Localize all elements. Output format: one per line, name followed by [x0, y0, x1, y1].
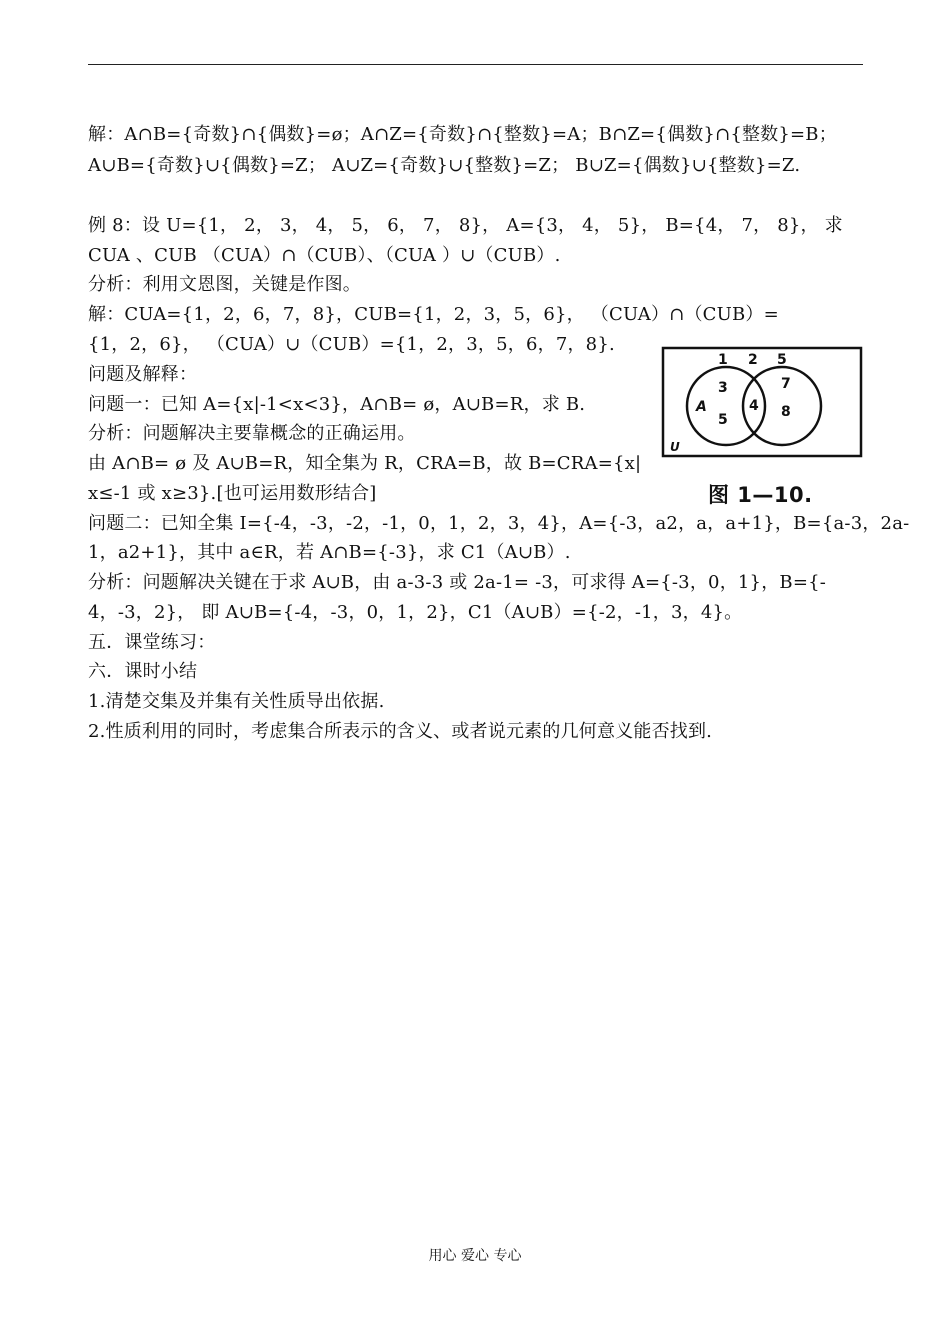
- text-line: 1，a2+1}，其中 a∈R，若 A∩B={-3}，求 C1（A∪B）.: [88, 542, 571, 563]
- intersection-number: 4: [749, 398, 759, 414]
- venn-svg: [660, 345, 866, 475]
- text-line: 问题二：已知全集 I={-4，-3，-2，-1，0，1，2，3，4}，A={-3，a2，a，a+1}，B={a-3，2a-: [88, 513, 910, 534]
- text-line: CUA 、CUB （CUA）∩（CUB）、（CUA ）∪（CUB）.: [88, 245, 561, 266]
- figure-caption: 图 1—10.: [708, 483, 813, 507]
- text-line: 问题及解释：: [88, 364, 198, 385]
- page-footer: 用心 爱心 专心: [428, 1248, 522, 1264]
- set-a-label: A: [696, 399, 707, 415]
- header-rule: [88, 64, 863, 65]
- text-line: 2.性质利用的同时，考虑集合所表示的含义、或者说元素的几何意义能否找到.: [88, 721, 713, 742]
- text-line: 分析：问题解决主要靠概念的正确运用。: [88, 423, 416, 444]
- text-line: 例 8：设 U={1， 2， 3， 4， 5， 6， 7， 8}， A={3， 4， 5}， B={4， 7， 8}， 求: [88, 215, 843, 236]
- outside-number: 2: [748, 352, 758, 368]
- a-only-number: 3: [718, 380, 728, 396]
- text-line: x≤-1 或 x≥3}.[也可运用数形结合]: [88, 483, 377, 504]
- b-only-number: 8: [781, 404, 791, 420]
- outside-number: 1: [718, 352, 728, 368]
- text-line: 4，-3，2}， 即 A∪B={-4，-3，0，1，2}，C1（A∪B）={-2，-1，3，4}。: [88, 602, 743, 623]
- text-line: 六．课时小结: [88, 661, 198, 682]
- b-only-number: 7: [781, 376, 791, 392]
- outside-number: 5: [777, 352, 787, 368]
- text-line: 分析：利用文恩图，关键是作图。: [88, 274, 361, 295]
- text-line: A∪B={奇数}∪{偶数}=Z； A∪Z={奇数}∪{整数}=Z； B∪Z={偶数}∪{整数}=Z.: [88, 155, 801, 176]
- text-line: 解：A∩B={奇数}∩{偶数}=ø；A∩Z={奇数}∩{整数}=A；B∩Z={偶数}∩{整数}=B；: [88, 124, 837, 145]
- text-line: 五．课堂练习：: [88, 632, 216, 653]
- text-line: 问题一：已知 A={x|-1<x<3}，A∩B= ø，A∪B=R，求 B.: [88, 394, 586, 415]
- a-only-number: 5: [718, 412, 728, 428]
- text-line: 解：CUA={1，2，6，7，8}，CUB={1，2，3，5，6}， （CUA）∩（CUB）=: [88, 304, 779, 325]
- text-line: 由 A∩B= ø 及 A∪B=R，知全集为 R，CRA=B，故 B=CRA={x|: [88, 453, 642, 474]
- text-line: {1，2，6}， （CUA）∪（CUB）={1，2，3，5，6，7，8}.: [88, 334, 615, 355]
- text-line: 1.清楚交集及并集有关性质导出依据.: [88, 691, 385, 712]
- text-line: 分析：问题解决关键在于求 A∪B，由 a-3-3 或 2a-1= -3，可求得 A={-3，0，1}，B={-: [88, 572, 827, 593]
- universe-label: U: [670, 440, 680, 454]
